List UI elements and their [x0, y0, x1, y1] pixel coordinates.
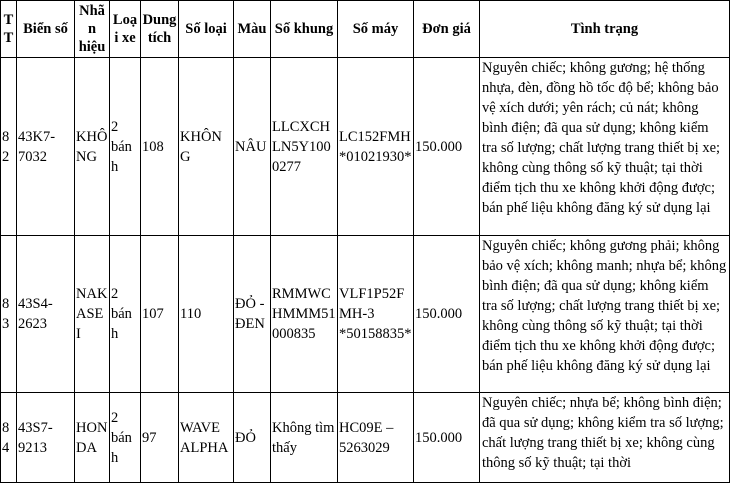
cell-color: ĐỎ - ĐEN	[234, 236, 271, 393]
cell-type: 2 bánh	[110, 236, 141, 393]
cell-color: ĐỎ	[234, 393, 271, 483]
table-row	[1, 58, 730, 236]
cell-capacity: 107	[141, 236, 179, 393]
cell-model: WAVE ALPHA	[179, 393, 234, 483]
cell-tt: 84	[1, 393, 17, 483]
cell-price: 150.000	[414, 58, 480, 236]
cell-price: 150.000	[414, 236, 480, 393]
table-row	[1, 393, 730, 483]
header-tt: T T	[1, 1, 17, 58]
header-capacity: Dung tích	[141, 1, 179, 58]
cell-engine: HC09E – 5263029	[338, 393, 414, 483]
header-engine: Số máy	[338, 1, 414, 58]
cell-type: 2 bánh	[110, 393, 141, 483]
cell-engine: VLF1P52FMH-3 *50158835*	[338, 236, 414, 393]
header-model: Số loại	[179, 1, 234, 58]
cell-frame: Không tìm thấy	[271, 393, 338, 483]
header-frame: Số khung	[271, 1, 338, 58]
cell-status: Nguyên chiếc; không gương phải; không bảo vệ xích; không manh; nhựa bể; không bình điện; đã qua sử dụng; không kiểm tra số lượng; chất lượng trang thiết bị xe; không cùng thông số kỹ thuật; tại thời điểm tịch thu xe không khởi động được; bán phế liệu không đăng ký sử dụng lại	[480, 236, 730, 393]
header-status: Tình trạng	[480, 1, 730, 58]
cell-status: Nguyên chiếc; không gương; hệ thống nhựa, đèn, đồng hồ tốc độ bể; không bảo vệ xích dưới; yên rách; củ nát; không bình điện; đã qua sử dụng; không kiểm tra số lượng; chất lượng trang thiết bị xe; không cùng thông số kỹ thuật; tại thời điểm tịch thu xe không khởi động được; bán phế liệu không đăng ký sử dụng lại	[480, 58, 730, 236]
header-type: Loại xe	[110, 1, 141, 58]
cell-color: NÂU	[234, 58, 271, 236]
cell-frame: RMMWCHMMM51000835	[271, 236, 338, 393]
header-row	[1, 1, 730, 58]
cell-status: Nguyên chiếc; nhựa bể; không bình điện; đã qua sử dụng; không kiểm tra số lượng; chất lượng trang thiết bị xe; không cùng thông số kỹ thuật; tại thời	[480, 393, 730, 483]
cell-capacity: 108	[141, 58, 179, 236]
cell-plate: 43K7-7032	[17, 58, 75, 236]
cell-brand: KHÔNG	[75, 58, 110, 236]
cell-brand: HONDA	[75, 393, 110, 483]
cell-tt: 82	[1, 58, 17, 236]
cell-model: KHÔNG	[179, 58, 234, 236]
cell-price: 150.000	[414, 393, 480, 483]
cell-plate: 43S7-9213	[17, 393, 75, 483]
table-row	[1, 236, 730, 393]
cell-frame: LLCXCHLN5Y1000277	[271, 58, 338, 236]
header-plate: Biển số	[17, 1, 75, 58]
cell-plate: 43S4-2623	[17, 236, 75, 393]
cell-tt: 83	[1, 236, 17, 393]
header-brand: Nhãn hiệu	[75, 1, 110, 58]
header-color: Màu	[234, 1, 271, 58]
cell-capacity: 97	[141, 393, 179, 483]
cell-brand: NAKASEI	[75, 236, 110, 393]
cell-model: 110	[179, 236, 234, 393]
cell-type: 2 bánh	[110, 58, 141, 236]
cell-engine: LC152FMH*01021930*	[338, 58, 414, 236]
header-price: Đơn giá	[414, 1, 480, 58]
